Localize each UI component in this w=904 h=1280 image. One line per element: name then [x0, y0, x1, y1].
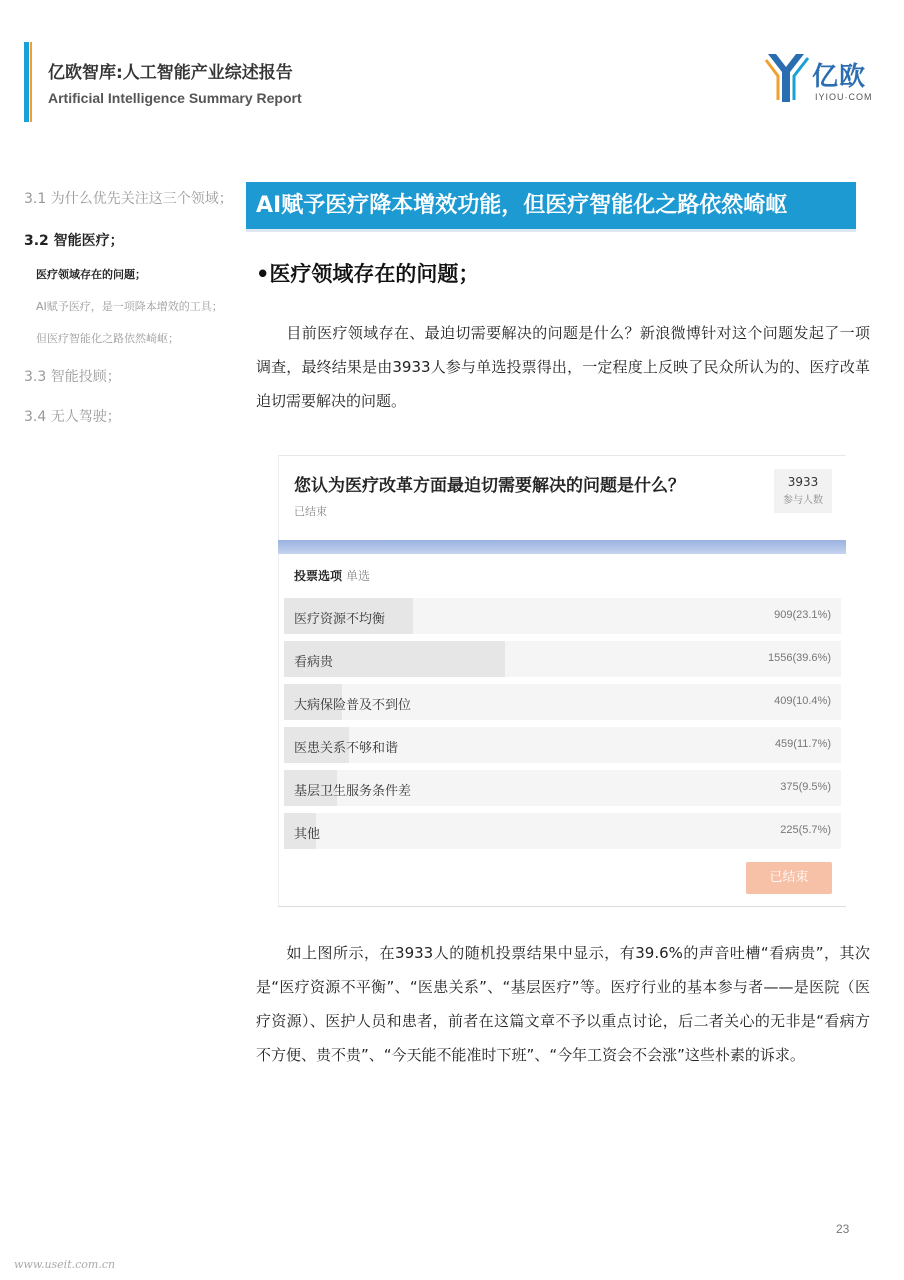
toc-subitem-rough-road[interactable]: 但医疗智能化之路依然崎岖； [36, 332, 179, 345]
poll-option-value: 909(23.1%) [774, 609, 831, 621]
poll-option[interactable] [284, 641, 841, 677]
toc-item-3-1[interactable]: 3.1 为什么优先关注这三个领域； [24, 191, 233, 207]
options-header-label: 投票选项 [294, 569, 343, 583]
analysis-paragraph [256, 936, 870, 1072]
poll-option-label: 大病保险普及不到位 [294, 698, 412, 713]
participant-count-box [774, 469, 832, 513]
poll-option-label: 医疗资源不均衡 [294, 612, 386, 627]
poll-option-label: 基层卫生服务条件差 [294, 784, 412, 799]
divider [278, 455, 846, 456]
toc-subitem-problems[interactable]: 医疗领域存在的问题； [36, 268, 146, 281]
poll-option[interactable] [284, 813, 841, 849]
header-accent-bar-orange [30, 42, 32, 122]
logo-wordmark: 亿欧 [812, 62, 867, 92]
report-subtitle: Artificial Intelligence Summary Report [48, 90, 302, 106]
poll-question: 您认为医疗改革方面最迫切需要解决的问题是什么？ [294, 476, 685, 496]
divider [278, 455, 279, 907]
options-type-label: 单选 [346, 569, 371, 583]
poll-option-label: 看病贵 [294, 655, 334, 670]
poll-option[interactable] [284, 727, 841, 763]
logo-domain: IYIOU·COM [815, 92, 873, 102]
poll-ended-button[interactable]: 已结束 [746, 862, 832, 894]
poll-option-value: 459(11.7%) [774, 738, 831, 750]
participant-count: 3933 [787, 475, 819, 489]
poll-option-value: 225(5.7%) [780, 824, 831, 836]
intro-paragraph [256, 316, 870, 418]
poll-option[interactable] [284, 598, 841, 634]
analysis-paragraph-text: 如上图所示，在3933人的随机投票结果中显示，有39.6%的声音吐槽“看病贵”，其次是“医疗资源不平衡”、“医患关系”、“基层医疗”等。医疗行业的基本参与者——是医院（医疗资源）、医护人员和患者，前者在这篇文章不予以重点讨论，后二者关心的无非是“看病方不方便、贵不贵”、“今天能不能准时下班”、“今年工资会不会涨”这些朴素的诉求。 [256, 944, 870, 1064]
watermark: www.useit.com.cn [14, 1258, 116, 1271]
poll-option[interactable] [284, 684, 841, 720]
header-accent-bar [24, 42, 29, 122]
poll-screenshot [278, 455, 846, 907]
divider [278, 906, 846, 907]
section-banner: AI赋予医疗降本增效功能，但医疗智能化之路依然崎岖 [246, 182, 856, 232]
toc-item-3-3[interactable]: 3.3 智能投顾； [24, 369, 121, 385]
section-heading: •医疗领域存在的问题； [256, 262, 480, 286]
toc-item-3-4[interactable]: 3.4 无人驾驶； [24, 409, 121, 425]
toc-subitem-ai-tool[interactable]: AI赋予医疗，是一项降本增效的工具； [36, 300, 223, 313]
poll-option-label: 其他 [294, 827, 321, 842]
intro-paragraph-text: 目前医疗领域存在、最迫切需要解决的问题是什么？新浪微博针对这个问题发起了一项调查，最终结果是由3933人参与单选投票得出，一定程度上反映了民众所认为的、医疗改革迫切需要解决的问题。 [256, 324, 870, 410]
poll-header-strip [278, 540, 846, 554]
poll-options-header [294, 567, 370, 584]
report-title: 亿欧智库:人工智能产业综述报告 [48, 63, 293, 83]
poll-option-value: 409(10.4%) [774, 695, 831, 707]
poll-option[interactable] [284, 770, 841, 806]
participant-label: 参与人数 [783, 495, 823, 506]
poll-option-value: 1556(39.6%) [768, 652, 831, 664]
page-number: 23 [836, 1222, 850, 1236]
poll-option-value: 375(9.5%) [780, 781, 831, 793]
poll-option-label: 医患关系不够和谐 [294, 741, 399, 756]
toc-item-3-2[interactable]: 3.2 智能医疗； [24, 233, 124, 249]
poll-status: 已结束 [294, 505, 327, 518]
